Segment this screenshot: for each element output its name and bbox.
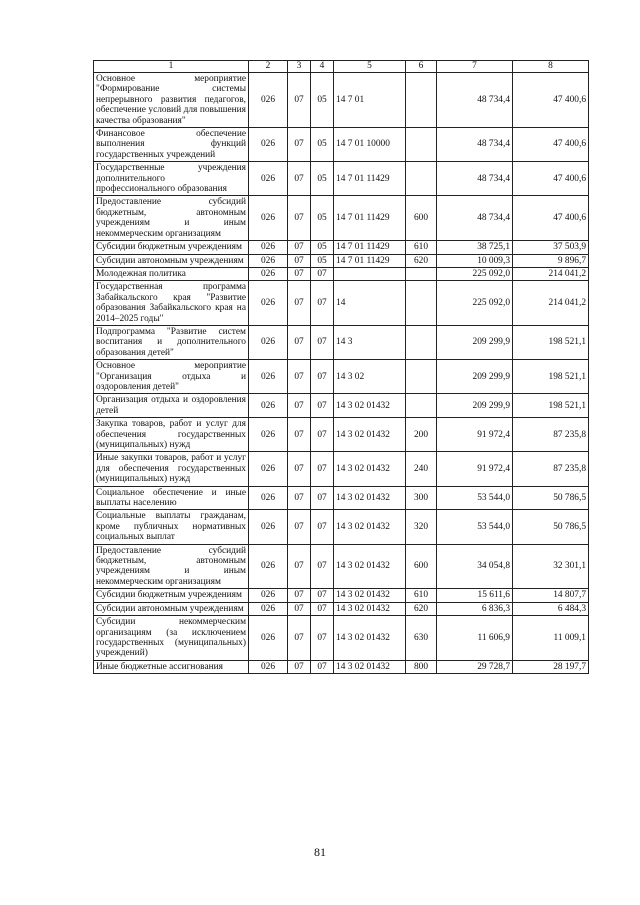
row-ministry-code: 026 (249, 418, 288, 452)
row-expense-type (406, 128, 437, 162)
row-subsection-code: 07 (311, 510, 334, 544)
table-row (94, 360, 589, 394)
table-row (94, 196, 589, 241)
header-cell-1: 1 (94, 61, 249, 73)
row-subsection-code: 05 (311, 73, 334, 128)
table-row (94, 162, 589, 196)
row-section-code: 07 (288, 162, 311, 196)
row-expense-type: 620 (406, 254, 437, 267)
row-amount-1: 225 092,0 (437, 281, 513, 326)
page-number: 81 (314, 845, 326, 859)
row-amount-2: 50 786,5 (513, 486, 589, 510)
row-expense-type (406, 267, 437, 280)
row-name: Основное мероприятие "Формирование системы непрерывного развития педагогов, обеспечение условий для повышения качества образования" (94, 73, 249, 128)
row-target-article: 14 3 02 01432 (334, 394, 406, 418)
row-amount-1: 48 734,4 (437, 128, 513, 162)
row-subsection-code: 07 (311, 394, 334, 418)
row-name: Государственные учреждения дополнительного профессионального образования (94, 162, 249, 196)
row-section-code: 07 (288, 196, 311, 241)
table-body (94, 73, 589, 674)
row-ministry-code: 026 (249, 360, 288, 394)
row-expense-type: 610 (406, 589, 437, 602)
row-subsection-code: 05 (311, 254, 334, 267)
row-subsection-code: 07 (311, 418, 334, 452)
row-target-article: 14 3 02 01432 (334, 418, 406, 452)
row-name: Молодежная политика (94, 267, 249, 280)
row-subsection-code: 07 (311, 325, 334, 359)
row-amount-2: 198 521,1 (513, 394, 589, 418)
row-name: Закупка товаров, работ и услуг для обеспечения государственных (муниципальных) нужд (94, 418, 249, 452)
row-subsection-code: 05 (311, 162, 334, 196)
row-target-article: 14 3 02 01432 (334, 602, 406, 615)
row-amount-2: 28 197,7 (513, 660, 589, 673)
row-subsection-code: 07 (311, 544, 334, 589)
row-amount-1: 209 299,9 (437, 325, 513, 359)
row-subsection-code: 07 (311, 589, 334, 602)
row-amount-1: 53 544,0 (437, 486, 513, 510)
table-row (94, 602, 589, 615)
row-expense-type: 320 (406, 510, 437, 544)
row-name: Социальные выплаты гражданам, кроме публичных нормативных социальных выплат (94, 510, 249, 544)
row-target-article: 14 7 01 10000 (334, 128, 406, 162)
row-subsection-code: 07 (311, 360, 334, 394)
row-ministry-code: 026 (249, 196, 288, 241)
row-name: Социальное обеспечение и иные выплаты населению (94, 486, 249, 510)
row-target-article: 14 3 02 01432 (334, 452, 406, 486)
row-subsection-code: 07 (311, 452, 334, 486)
row-name: Финансовое обеспечение выполнения функций государственных учреждений (94, 128, 249, 162)
row-section-code: 07 (288, 452, 311, 486)
row-amount-2: 14 807,7 (513, 589, 589, 602)
table-row (94, 510, 589, 544)
row-ministry-code: 026 (249, 602, 288, 615)
row-target-article: 14 3 02 01432 (334, 616, 406, 661)
header-cell-5: 5 (334, 61, 406, 73)
row-amount-2: 198 521,1 (513, 325, 589, 359)
row-target-article: 14 7 01 11429 (334, 254, 406, 267)
row-amount-2: 87 235,8 (513, 452, 589, 486)
row-section-code: 07 (288, 267, 311, 280)
row-target-article: 14 7 01 11429 (334, 241, 406, 254)
row-target-article: 14 3 (334, 325, 406, 359)
header-cell-8: 8 (513, 61, 589, 73)
row-subsection-code: 05 (311, 241, 334, 254)
row-expense-type (406, 73, 437, 128)
row-amount-2: 198 521,1 (513, 360, 589, 394)
row-section-code: 07 (288, 418, 311, 452)
row-amount-2: 37 503,9 (513, 241, 589, 254)
row-expense-type: 600 (406, 196, 437, 241)
row-expense-type (406, 394, 437, 418)
row-amount-2: 47 400,6 (513, 162, 589, 196)
table-row (94, 267, 589, 280)
row-amount-1: 34 054,8 (437, 544, 513, 589)
row-name: Субсидии некоммерческим организациям (за исключением государственных (муниципальных) учреждений) (94, 616, 249, 661)
row-amount-2: 32 301,1 (513, 544, 589, 589)
row-ministry-code: 026 (249, 254, 288, 267)
row-amount-2: 6 484,3 (513, 602, 589, 615)
row-ministry-code: 026 (249, 73, 288, 128)
row-ministry-code: 026 (249, 325, 288, 359)
table-row (94, 73, 589, 128)
row-section-code: 07 (288, 660, 311, 673)
row-ministry-code: 026 (249, 510, 288, 544)
row-ministry-code: 026 (249, 660, 288, 673)
header-cell-4: 4 (311, 61, 334, 73)
row-target-article: 14 3 02 01432 (334, 486, 406, 510)
row-name: Субсидии бюджетным учреждениям (94, 241, 249, 254)
row-section-code: 07 (288, 510, 311, 544)
header-cell-6: 6 (406, 61, 437, 73)
row-subsection-code: 07 (311, 281, 334, 326)
row-target-article: 14 3 02 01432 (334, 589, 406, 602)
row-amount-1: 29 728,7 (437, 660, 513, 673)
row-amount-1: 15 611,6 (437, 589, 513, 602)
row-ministry-code: 026 (249, 486, 288, 510)
table-row (94, 394, 589, 418)
row-target-article: 14 3 02 (334, 360, 406, 394)
row-section-code: 07 (288, 589, 311, 602)
row-name: Организация отдыха и оздоровления детей (94, 394, 249, 418)
row-expense-type: 630 (406, 616, 437, 661)
row-name: Субсидии автономным учреждениям (94, 602, 249, 615)
row-name: Иные бюджетные ассигнования (94, 660, 249, 673)
row-section-code: 07 (288, 73, 311, 128)
row-subsection-code: 07 (311, 486, 334, 510)
row-subsection-code: 07 (311, 660, 334, 673)
row-amount-2: 214 041,2 (513, 281, 589, 326)
row-ministry-code: 026 (249, 241, 288, 254)
row-target-article: 14 3 02 01432 (334, 510, 406, 544)
row-name: Предоставление субсидий бюджетным, автономным учреждениям и иным некоммерческим организациям (94, 196, 249, 241)
row-target-article: 14 (334, 281, 406, 326)
row-ministry-code: 026 (249, 128, 288, 162)
row-ministry-code: 026 (249, 281, 288, 326)
table-row (94, 452, 589, 486)
row-amount-2: 87 235,8 (513, 418, 589, 452)
header-row (94, 61, 589, 73)
table-row (94, 254, 589, 267)
row-amount-1: 6 836,3 (437, 602, 513, 615)
row-expense-type: 800 (406, 660, 437, 673)
row-expense-type: 610 (406, 241, 437, 254)
row-subsection-code: 07 (311, 602, 334, 615)
row-target-article (334, 267, 406, 280)
row-expense-type: 240 (406, 452, 437, 486)
row-amount-2: 11 009,1 (513, 616, 589, 661)
row-expense-type (406, 162, 437, 196)
table-row (94, 616, 589, 661)
row-subsection-code: 07 (311, 267, 334, 280)
row-subsection-code: 05 (311, 128, 334, 162)
row-section-code: 07 (288, 360, 311, 394)
row-subsection-code: 07 (311, 616, 334, 661)
row-subsection-code: 05 (311, 196, 334, 241)
row-section-code: 07 (288, 544, 311, 589)
row-name: Субсидии бюджетным учреждениям (94, 589, 249, 602)
row-target-article: 14 3 02 01432 (334, 660, 406, 673)
row-section-code: 07 (288, 325, 311, 359)
table-row (94, 589, 589, 602)
row-expense-type: 620 (406, 602, 437, 615)
row-section-code: 07 (288, 254, 311, 267)
row-amount-1: 11 606,9 (437, 616, 513, 661)
row-section-code: 07 (288, 128, 311, 162)
row-name: Субсидии автономным учреждениям (94, 254, 249, 267)
row-section-code: 07 (288, 281, 311, 326)
row-target-article: 14 3 02 01432 (334, 544, 406, 589)
row-name: Подпрограмма "Развитие систем воспитания и дополнительного образования детей" (94, 325, 249, 359)
row-name: Государственная программа Забайкальского края "Развитие образования Забайкальского края на 2014–2025 годы" (94, 281, 249, 326)
table-row (94, 241, 589, 254)
row-amount-1: 53 544,0 (437, 510, 513, 544)
row-amount-1: 209 299,9 (437, 394, 513, 418)
row-ministry-code: 026 (249, 616, 288, 661)
row-ministry-code: 026 (249, 452, 288, 486)
header-cell-7: 7 (437, 61, 513, 73)
row-amount-1: 91 972,4 (437, 452, 513, 486)
table-row (94, 486, 589, 510)
row-amount-1: 209 299,9 (437, 360, 513, 394)
row-section-code: 07 (288, 241, 311, 254)
row-expense-type (406, 360, 437, 394)
row-amount-1: 91 972,4 (437, 418, 513, 452)
row-section-code: 07 (288, 394, 311, 418)
row-target-article: 14 7 01 11429 (334, 196, 406, 241)
row-amount-1: 225 092,0 (437, 267, 513, 280)
table-row (94, 281, 589, 326)
row-ministry-code: 026 (249, 162, 288, 196)
table-row (94, 128, 589, 162)
row-amount-2: 9 896,7 (513, 254, 589, 267)
row-amount-1: 38 725,1 (437, 241, 513, 254)
table-row (94, 418, 589, 452)
row-section-code: 07 (288, 602, 311, 615)
row-expense-type: 200 (406, 418, 437, 452)
row-section-code: 07 (288, 486, 311, 510)
header-cell-2: 2 (249, 61, 288, 73)
row-amount-2: 47 400,6 (513, 73, 589, 128)
row-name: Предоставление субсидий бюджетным, автономным учреждениям и иным некоммерческим организациям (94, 544, 249, 589)
row-expense-type: 600 (406, 544, 437, 589)
row-amount-1: 48 734,4 (437, 162, 513, 196)
header-cell-3: 3 (288, 61, 311, 73)
row-name: Основное мероприятие "Организация отдыха и оздоровления детей" (94, 360, 249, 394)
row-amount-1: 48 734,4 (437, 73, 513, 128)
budget-table (93, 60, 589, 674)
row-target-article: 14 7 01 11429 (334, 162, 406, 196)
table-row (94, 544, 589, 589)
table-row (94, 660, 589, 673)
row-ministry-code: 026 (249, 589, 288, 602)
row-amount-1: 10 009,3 (437, 254, 513, 267)
row-ministry-code: 026 (249, 544, 288, 589)
row-name: Иные закупки товаров, работ и услуг для обеспечения государственных (муниципальных) нужд (94, 452, 249, 486)
row-expense-type (406, 281, 437, 326)
row-target-article: 14 7 01 (334, 73, 406, 128)
row-ministry-code: 026 (249, 267, 288, 280)
row-amount-2: 47 400,6 (513, 128, 589, 162)
row-section-code: 07 (288, 616, 311, 661)
row-amount-2: 50 786,5 (513, 510, 589, 544)
row-amount-2: 47 400,6 (513, 196, 589, 241)
table-row (94, 325, 589, 359)
row-expense-type (406, 325, 437, 359)
row-amount-2: 214 041,2 (513, 267, 589, 280)
row-ministry-code: 026 (249, 394, 288, 418)
row-amount-1: 48 734,4 (437, 196, 513, 241)
row-expense-type: 300 (406, 486, 437, 510)
